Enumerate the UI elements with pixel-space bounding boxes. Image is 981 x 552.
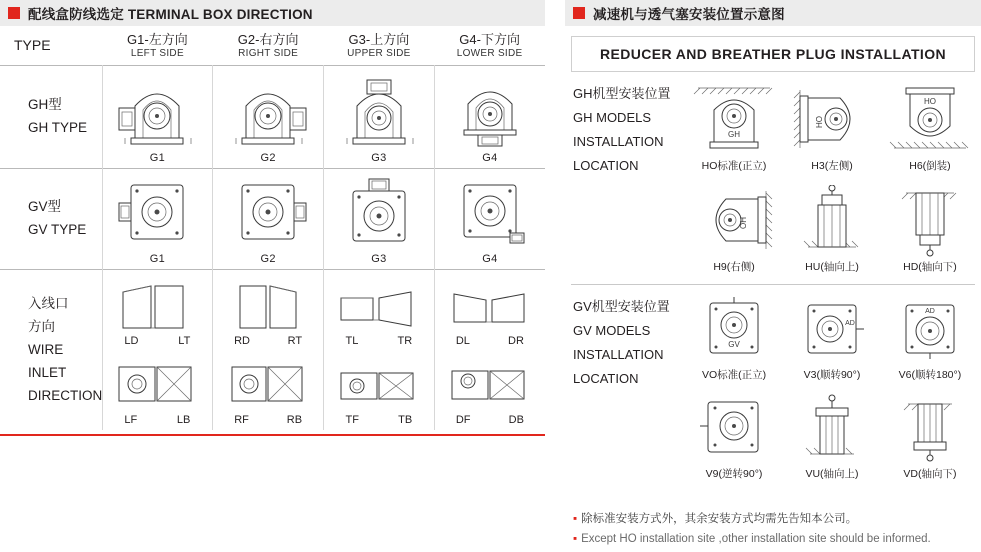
gh-h9-cell [689, 185, 779, 274]
column-header-g3-cn: G3-上方向 [348, 32, 410, 47]
note-bullet-icon-1: ▪ [573, 513, 578, 525]
gv-vu-cell [787, 394, 877, 481]
note-cn-text: 除标准安装方式外，其余安装方式均需先告知本公司。 [581, 513, 858, 525]
gv-v6-badge: AD [925, 308, 935, 315]
type-label: TYPE [14, 36, 51, 53]
cap-lt: LT [178, 335, 191, 348]
gv-models-figures [683, 295, 981, 481]
gv-vu-diagram [788, 394, 876, 464]
gh-hu-diagram [788, 185, 876, 257]
gv-label-cn: GV型 [28, 199, 62, 215]
gv-vd-cell [885, 394, 975, 481]
gv-vd-diagram [886, 394, 974, 464]
gv-vu-caption: VU(轴向上) [805, 468, 859, 480]
gh-h6-cell [885, 82, 975, 173]
gh-g2-diagram [216, 72, 320, 150]
gh-models-line-1: GH MODELS [573, 110, 652, 126]
red-square-marker-icon-2 [573, 7, 585, 19]
gh-ho-cell [689, 82, 779, 173]
cap-tl: TL [345, 335, 359, 348]
wire-bottom-cell-4 [434, 351, 545, 430]
gh-hd-diagram [886, 185, 974, 257]
cap-rt: RT [287, 335, 303, 348]
gv-vo-cell [689, 295, 779, 382]
cap-db: DB [508, 414, 524, 427]
gv-g4-caption: G4 [482, 253, 498, 266]
gh-h9-caption: H9(右侧) [713, 261, 755, 273]
gv-g2-diagram [216, 175, 320, 251]
wire-tf-tb-diagram [327, 357, 431, 413]
gv-models-line-2: INSTALLATION [573, 347, 664, 363]
terminal-box-title: 配线盒防线选定 TERMINAL BOX DIRECTION [28, 7, 313, 22]
gv-vo-diagram [690, 295, 778, 365]
gv-models-line-0: GV机型安装位置 [573, 299, 670, 314]
wire-bottom-cell-1 [102, 351, 213, 430]
cap-ld: LD [124, 335, 139, 348]
column-header-g4 [434, 26, 545, 66]
gh-models-block [565, 82, 981, 274]
wire-top-cell-2 [213, 270, 324, 352]
gh-models-line-2: INSTALLATION [573, 134, 664, 150]
gv-g2-caption: G2 [260, 253, 276, 266]
gv-v3-diagram [788, 295, 876, 365]
gh-hd-caption: HD(轴向下) [903, 261, 957, 273]
gh-g3-diagram [327, 72, 431, 150]
gh-ho-caption: HO标准(正立) [701, 160, 767, 172]
gv-g1-caption: G1 [149, 253, 166, 266]
wire-rd-rt-diagram [216, 276, 320, 334]
gv-models-line-1: GV MODELS [573, 323, 651, 339]
gv-g1-cell [102, 169, 213, 270]
wire-rf-rb-diagram [216, 357, 320, 413]
terminal-box-header [0, 0, 545, 26]
gh-h9-badge: OH [739, 217, 749, 229]
gh-models-label [565, 82, 683, 274]
gv-g4-diagram [438, 175, 542, 251]
reducer-title: 减速机与透气塞安装位置示意图 [593, 7, 785, 22]
red-square-marker-icon [8, 7, 20, 19]
wire-tl-tr-diagram [327, 276, 431, 334]
wire-inlet-row-top [0, 270, 545, 352]
gv-label-en: GV TYPE [28, 222, 87, 238]
wire-top-caps-3 [326, 335, 432, 347]
gh-hu-cell [787, 185, 877, 274]
gv-models-label [565, 295, 683, 481]
wire-bottom-caps-2 [215, 414, 321, 426]
reducer-header [565, 0, 981, 26]
gv-models-row-1 [683, 295, 981, 382]
gh-models-row-2 [683, 185, 981, 274]
wire-bottom-caps-1 [105, 414, 211, 426]
gv-g1-diagram [105, 175, 209, 251]
cap-tf: TF [345, 414, 359, 427]
gh-g1-caption: G1 [149, 152, 166, 165]
cap-dr: DR [508, 335, 524, 348]
gh-h3-cell [787, 82, 877, 173]
wire-df-db-diagram [438, 357, 542, 413]
gv-row-label [0, 169, 102, 270]
gh-models-line-0: GH机型安装位置 [573, 86, 671, 101]
wire-dl-dr-diagram [438, 276, 542, 334]
reducer-subtitle: REDUCER AND BREATHER PLUG INSTALLATION [571, 36, 975, 72]
gv-vd-caption: VD(轴向下) [903, 468, 957, 480]
column-header-g3 [324, 26, 435, 66]
gh-g2-caption: G2 [260, 152, 276, 165]
gv-type-row [0, 169, 545, 270]
gh-row-label [0, 66, 102, 169]
gv-v3-caption: V3(顺转90°) [803, 369, 861, 381]
note-en-text: Except HO installation site ,other installation site should be informed. [581, 532, 931, 545]
cap-tb: TB [398, 414, 413, 427]
column-header-g4-cn: G4-下方向 [459, 32, 520, 47]
column-header-g4-en: LOWER SIDE [456, 48, 523, 60]
gv-models-block [565, 295, 981, 481]
cap-lf: LF [124, 414, 138, 427]
note-cn [573, 510, 981, 530]
wire-bottom-cell-2 [213, 351, 324, 430]
gh-g3-cell [324, 66, 435, 169]
cap-rf: RF [234, 414, 249, 427]
gv-v9-diagram [690, 394, 778, 464]
wire-ld-lt-diagram [105, 276, 209, 334]
gv-g3-caption: G3 [371, 253, 387, 266]
gv-models-line-3: LOCATION [573, 371, 639, 387]
gh-g1-diagram [105, 72, 209, 150]
column-header-g1 [102, 26, 213, 66]
gv-g3-diagram [327, 175, 431, 251]
wire-label-line-3: INLET [28, 364, 67, 380]
cap-dl: DL [455, 335, 470, 348]
column-header-g1-cn: G1-左方向 [127, 32, 188, 47]
gh-g2-cell [213, 66, 324, 169]
gv-v9-cell [689, 394, 779, 481]
gh-label-cn: GH型 [28, 97, 62, 113]
wire-label-line-4: DIRECTION [28, 387, 103, 403]
gv-v3-badge: AD [845, 320, 855, 327]
cap-rb: RB [286, 414, 303, 427]
gh-ho-badge: GH [728, 130, 741, 139]
wire-label-line-1: 方向 [28, 318, 55, 334]
cap-lb: LB [176, 414, 191, 427]
wire-top-cell-1 [102, 270, 213, 352]
gh-g4-cell [434, 66, 545, 169]
wire-inlet-label [0, 270, 102, 431]
terminal-box-panel [0, 0, 545, 436]
wire-lf-lb-diagram [105, 357, 209, 413]
column-header-g2 [213, 26, 324, 66]
gv-v3-cell [787, 295, 877, 382]
gv-vo-badge: GV [728, 340, 740, 349]
wire-top-cell-4 [434, 270, 545, 352]
gv-v6-diagram [886, 295, 974, 365]
gh-h3-caption: H3(左侧) [811, 160, 853, 172]
cap-df: DF [455, 414, 471, 427]
wire-label-line-2: WIRE [28, 341, 64, 357]
note-en [573, 530, 981, 550]
gh-h3-badge: HO [814, 116, 824, 128]
terminal-box-table [0, 26, 545, 430]
gv-vo-caption: VO标准(正立) [701, 369, 767, 381]
gv-g3-cell [324, 169, 435, 270]
type-header-cell [0, 26, 102, 66]
gv-v6-caption: V6(顺转180°) [898, 369, 962, 381]
column-header-g2-cn: G2-右方向 [237, 32, 299, 47]
column-header-g2-en: RIGHT SIDE [238, 48, 299, 60]
gh-h6-diagram [886, 82, 974, 156]
gh-hu-caption: HU(轴向上) [805, 261, 859, 273]
gv-g2-cell [213, 169, 324, 270]
gh-models-line-3: LOCATION [573, 158, 639, 174]
gv-g4-cell [434, 169, 545, 270]
column-header-g3-en: UPPER SIDE [347, 48, 411, 60]
gh-h6-badge: HO [923, 97, 936, 106]
gh-h9-diagram [690, 185, 778, 257]
gh-g4-caption: G4 [482, 152, 498, 165]
gh-ho-diagram [690, 82, 778, 156]
wire-bottom-cell-3 [324, 351, 435, 430]
cap-rd: RD [234, 335, 250, 348]
wire-label-line-0: 入线口 [28, 295, 69, 311]
table-header-row [0, 26, 545, 66]
wire-bottom-caps-3 [326, 414, 432, 426]
note-bullet-icon-2: ▪ [573, 532, 578, 545]
gv-v6-cell [885, 295, 975, 382]
wire-top-caps-1 [105, 335, 211, 347]
gh-hd-cell [885, 185, 975, 274]
left-panel-bottom-rule [0, 434, 545, 436]
gh-models-figures [683, 82, 981, 274]
column-header-g1-en: LEFT SIDE [130, 48, 184, 60]
wire-top-caps-2 [215, 335, 321, 347]
gh-g3-caption: G3 [371, 152, 387, 165]
gh-type-row [0, 66, 545, 169]
gh-h6-caption: H6(倒装) [909, 160, 951, 172]
wire-top-cell-3 [324, 270, 435, 352]
notes-block [565, 510, 981, 549]
wire-bottom-caps-4 [437, 414, 543, 426]
wire-top-caps-4 [437, 335, 543, 347]
gh-models-row-1 [683, 82, 981, 173]
gv-models-row-2 [683, 394, 981, 481]
gh-h3-diagram [788, 82, 876, 156]
gh-g1-cell [102, 66, 213, 169]
right-panel-divider [571, 284, 975, 285]
reducer-panel [565, 0, 981, 481]
gh-g4-diagram [438, 72, 542, 150]
gv-v9-caption: V9(逆转90°) [705, 468, 763, 480]
cap-tr: TR [397, 335, 413, 348]
gh-label-en: GH TYPE [28, 120, 88, 136]
